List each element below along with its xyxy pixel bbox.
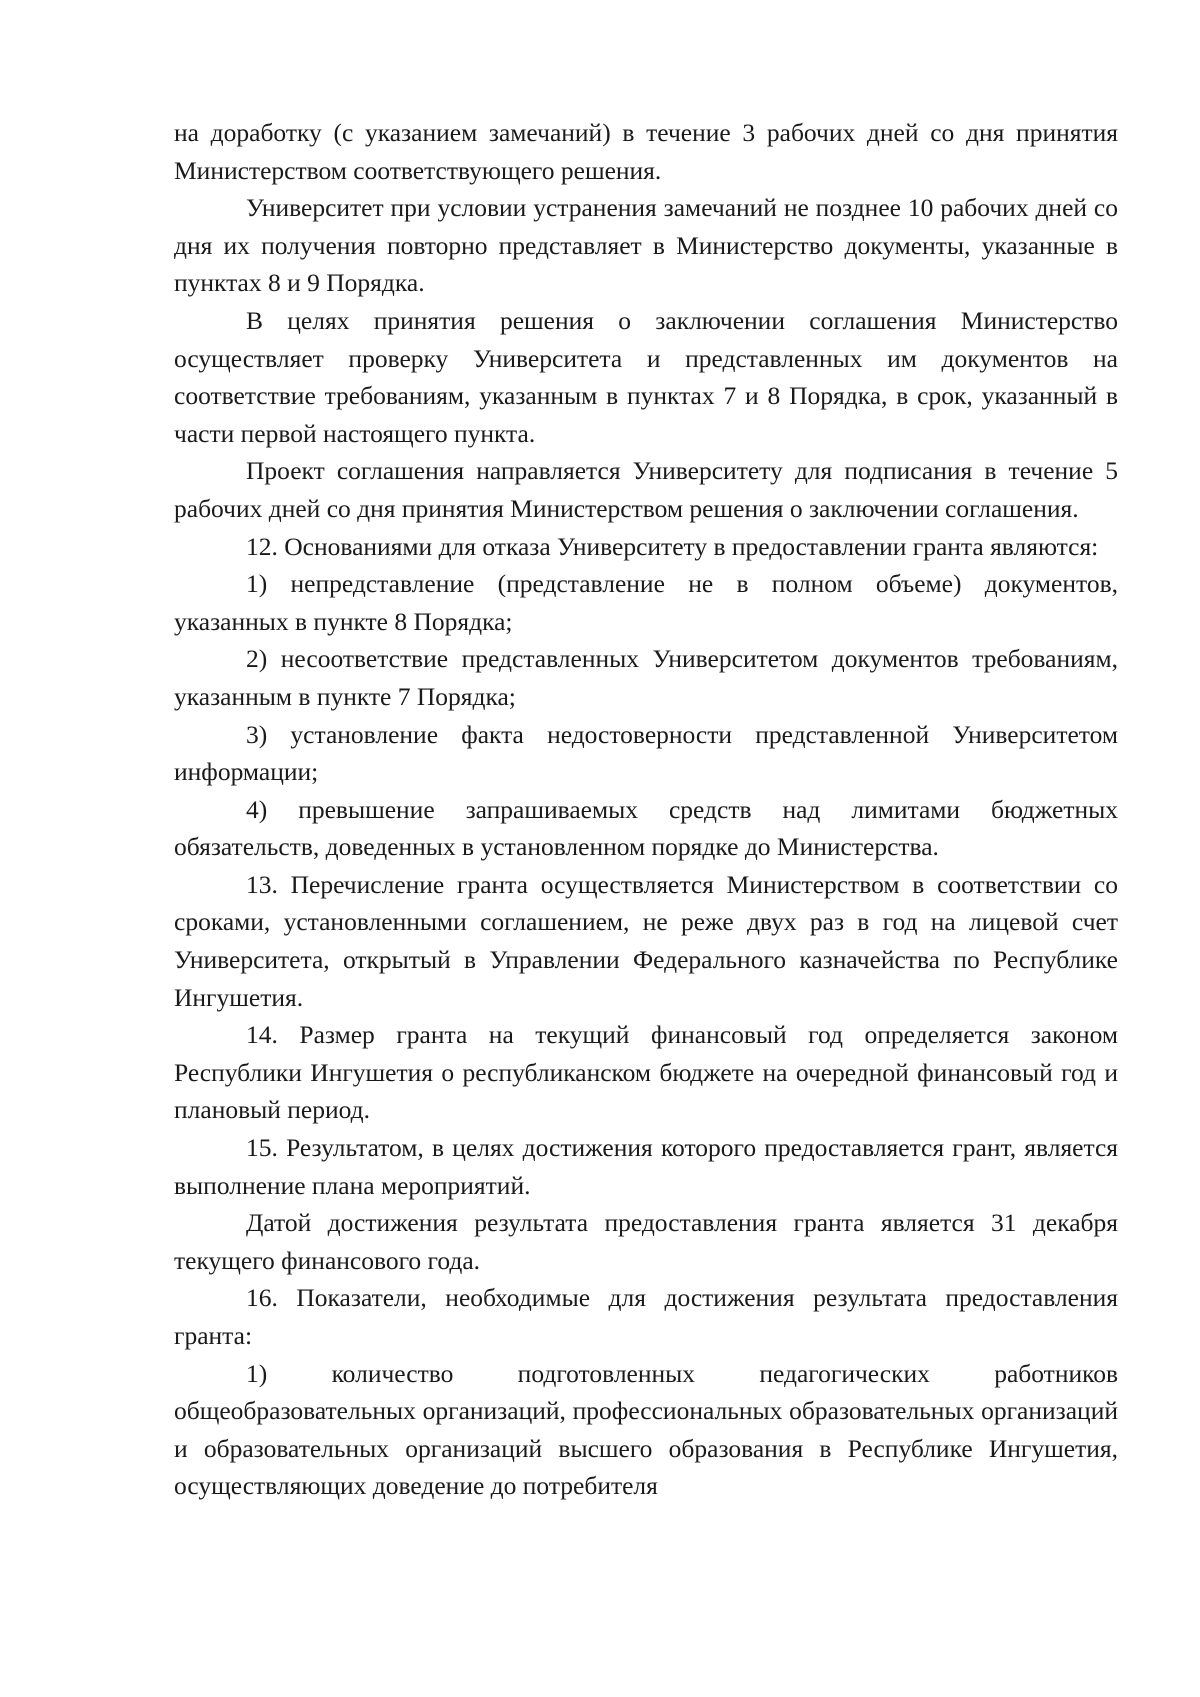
- list-item-12-3: 3) установление факта недостоверности представленной Университетом информации;: [174, 719, 1118, 787]
- paragraph-12-refusal-grounds: 12. Основаниями для отказа Университету в предоставлении гранта являются:: [246, 531, 1099, 561]
- document-body: [174, 114, 1118, 1505]
- list-item-12-1: 1) непредставление (представление не в полном объеме) документов, указанных в пункте 8 Порядка;: [174, 569, 1118, 636]
- paragraph-16-indicators: 16. Показатели, необходимые для достижения результата предоставления гранта:: [174, 1283, 1118, 1350]
- list-item-16-1: 1) количество подготовленных педагогических работников общеобразовательных организаций, профессиональных образовательных организаций и образовательных организаций высшего образования в Республике Ингушетия, осуществляющих доведение до потребителя: [174, 1358, 1118, 1501]
- list-item-12-2: 2) несоответствие представленных Университетом документов требованиям, указанным в пункте 7 Порядка;: [174, 644, 1118, 711]
- paragraph-15-result: 15. Результатом, в целях достижения которого предоставляется грант, является выполнение плана мероприятий.: [174, 1133, 1118, 1200]
- paragraph-continuation: на доработку (с указанием замечаний) в течение 3 рабочих дней со дня принятия Министерством соответствующего решения.: [174, 118, 1118, 185]
- paragraph-13-transfer: 13. Перечисление гранта осуществляется Министерством в соответствии со сроками, установленными соглашением, не реже двух раз в год на лицевой счет Университета, открытый в Управлении Федерального казначейства по Республике Ингушетия.: [174, 869, 1118, 1012]
- list-item-12-4: 4) превышение запрашиваемых средств над лимитами бюджетных обязательств, доведенных в установленном порядке до Министерства.: [174, 794, 1118, 862]
- paragraph-agreement-draft: Проект соглашения направляется Университету для подписания в течение 5 рабочих дней со дня принятия Министерством решения о заключении соглашения.: [174, 456, 1118, 523]
- paragraph-result-date: Датой достижения результата предоставления гранта является 31 декабря текущего финансового года.: [174, 1208, 1118, 1275]
- paragraph-verification: В целях принятия решения о заключении соглашения Министерство осуществляет проверку Университета и представленных им документов на соответствие требованиям, указанным в пунктах 7 и 8 Порядка, в срок, указанный в части первой настоящего пункта.: [174, 305, 1118, 448]
- paragraph-resubmission: Университет при условии устранения замечаний не позднее 10 рабочих дней со дня их получения повторно представляет в Министерство документы, указанные в пунктах 8 и 9 Порядка.: [174, 193, 1118, 298]
- paragraph-14-grant-size: 14. Размер гранта на текущий финансовый год определяется законом Республики Ингушетия о республиканском бюджете на очередной финансовый год и плановый период.: [174, 1020, 1118, 1125]
